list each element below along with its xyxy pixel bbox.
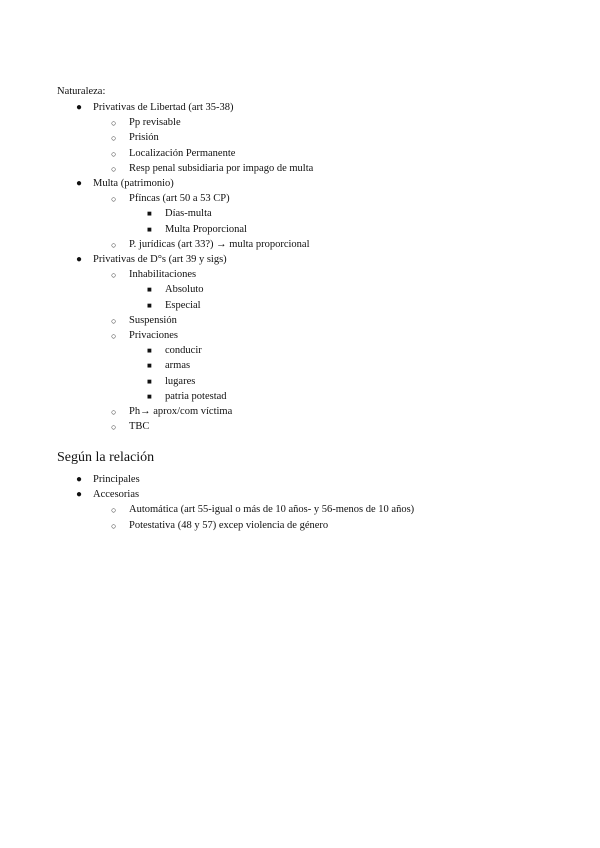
list-item: Multa Proporcional: [165, 223, 247, 235]
bullet-icon: ■: [147, 391, 152, 401]
section-heading-naturaleza: Naturaleza:: [57, 86, 106, 97]
list-item: Inhabilitaciones: [129, 269, 197, 281]
bullet-icon: ●: [76, 489, 83, 501]
bullet-icon: ●: [76, 102, 83, 113]
list-item: Automática (art 55-igual o más de 10 años- y 56-menos de 10 años): [129, 504, 415, 516]
list-item: Accesorias: [93, 489, 140, 501]
bullet-icon: ■: [147, 376, 152, 386]
bullet-icon: ●: [76, 254, 83, 265]
bullet-icon: ●: [76, 474, 83, 485]
bullet-icon: ○: [111, 270, 117, 281]
bullet-icon: ○: [111, 331, 117, 341]
list-item: Pfíncas (art 50 a 53 CP): [129, 193, 230, 205]
list-item: Potestativa (48 y 57) excep violencia de género: [129, 519, 329, 531]
bullet-icon: ■: [147, 346, 152, 356]
bullet-icon: ○: [111, 133, 117, 144]
list-item: lugares: [165, 375, 196, 387]
list-item: Principales: [93, 474, 140, 485]
list-item: Absoluto: [165, 284, 204, 296]
list-item: Prisión: [129, 132, 159, 144]
bullet-icon: ○: [111, 194, 117, 205]
bullet-icon: ■: [147, 300, 152, 310]
list-item: P. jurídicas (art 33?) → multa proporcional: [129, 238, 310, 250]
list-item: Localización Permanente: [129, 147, 236, 159]
bullet-icon: ○: [111, 505, 117, 516]
bullet-icon: ○: [111, 407, 117, 417]
bullet-icon: ○: [111, 315, 117, 326]
list-item: Pp revisable: [129, 117, 181, 129]
bullet-icon: ○: [111, 163, 117, 174]
bullet-icon: ○: [111, 520, 117, 531]
list-item: Resp penal subsidiaria por impago de multa: [129, 162, 314, 174]
bullet-icon: ■: [147, 209, 152, 219]
list-item: Multa (patrimonio): [93, 178, 174, 189]
bullet-icon: ○: [111, 118, 117, 129]
bullet-icon: ○: [111, 148, 117, 159]
list-item: Especial: [165, 299, 201, 311]
bullet-icon: ●: [76, 178, 83, 189]
list-item: Suspensión: [129, 314, 177, 326]
list-item: TBC: [129, 421, 150, 433]
bullet-icon: ○: [111, 239, 117, 250]
list-item: Ph→ aprox/com víctima: [129, 406, 233, 417]
list-item: Privaciones: [129, 330, 178, 341]
list-item: patria potestad: [165, 390, 227, 402]
bullet-icon: ○: [111, 422, 117, 433]
section-heading-relacion: Según la relación: [57, 450, 155, 465]
list-item: conducir: [165, 345, 202, 357]
bullet-icon: ■: [147, 361, 152, 371]
list-item: Privativas de D°s (art 39 y sigs): [93, 254, 227, 265]
list-item: armas: [165, 360, 191, 372]
bullet-icon: ■: [147, 285, 152, 295]
list-item: Privativas de Libertad (art 35-38): [93, 102, 234, 113]
bullet-icon: ■: [147, 224, 152, 234]
list-item: Días-multa: [165, 208, 212, 220]
